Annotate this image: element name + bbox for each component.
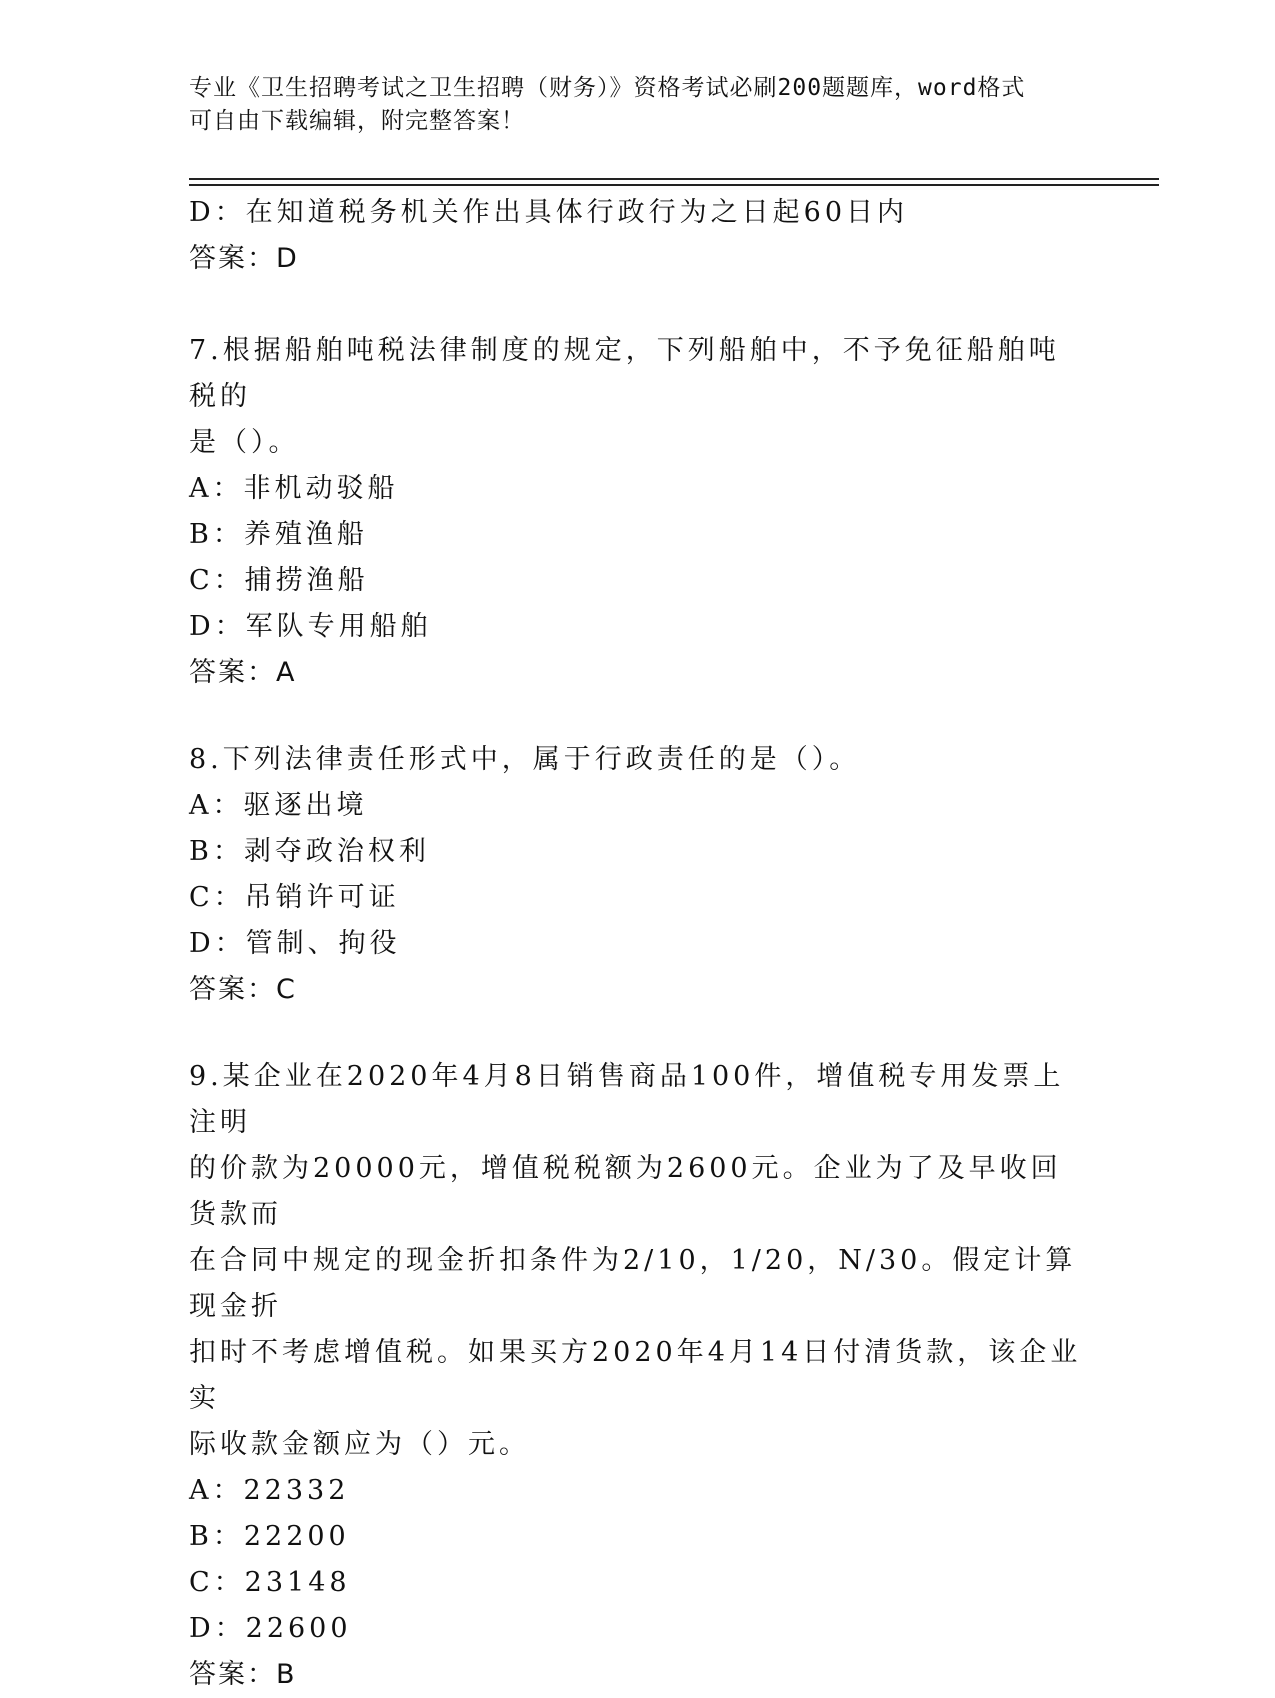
option-a: A：驱逐出境: [189, 790, 368, 821]
option-d: D：管制、拘役: [189, 928, 401, 959]
question-8: [189, 737, 1089, 1013]
option-d: D：22600: [189, 1613, 352, 1644]
question-stem-line: 9.某企业在2020年4月8日销售商品100件，增值税专用发票上注明: [189, 1061, 1065, 1138]
option-a: A：非机动驳船: [189, 473, 399, 504]
header-divider-bottom: [189, 184, 1159, 186]
header-divider-top: [189, 178, 1159, 180]
previous-question-tail: [189, 190, 1089, 282]
option-c: C：23148: [189, 1567, 351, 1598]
header-line-1: 专业《卫生招聘考试之卫生招聘（财务）》资格考试必刷200题题库，word格式: [189, 75, 1026, 101]
option-c: C：捕捞渔船: [189, 565, 369, 596]
answer-line: 答案：A: [189, 657, 297, 688]
question-stem-line: 际收款金额应为（）元。: [189, 1429, 530, 1460]
option-d: D：在知道税务机关作出具体行政行为之日起60日内: [189, 197, 909, 228]
answer-line: 答案：B: [189, 1659, 297, 1690]
question-9: [189, 1054, 1089, 1698]
option-c: C：吊销许可证: [189, 882, 400, 913]
question-stem-line: 的价款为20000元，增值税税额为2600元。企业为了及早收回货款而: [189, 1153, 1062, 1230]
answer-line: 答案：D: [189, 243, 299, 274]
question-stem-line: 在合同中规定的现金折扣条件为2/10，1/20，N/30。假定计算现金折: [189, 1245, 1077, 1322]
header-line-2: 可自由下载编辑，附完整答案！: [189, 108, 525, 134]
question-stem-line: 扣时不考虑增值税。如果买方2020年4月14日付清货款，该企业实: [189, 1337, 1082, 1414]
question-stem-line: 7.根据船舶吨税法律制度的规定，下列船舶中，不予免征船舶吨税的: [189, 335, 1060, 412]
document-body: [189, 190, 1089, 1698]
question-7: [189, 328, 1089, 696]
answer-line: 答案：C: [189, 974, 297, 1005]
option-a: A：22332: [189, 1475, 350, 1506]
option-b: B：22200: [189, 1521, 350, 1552]
document-header: [189, 72, 1069, 138]
question-stem-line: 是（）。: [189, 427, 300, 458]
option-b: B：剥夺政治权利: [189, 836, 430, 867]
question-stem-line: 8.下列法律责任形式中，属于行政责任的是（）。: [189, 744, 861, 775]
option-b: B：养殖渔船: [189, 519, 368, 550]
option-d: D：军队专用船舶: [189, 611, 432, 642]
